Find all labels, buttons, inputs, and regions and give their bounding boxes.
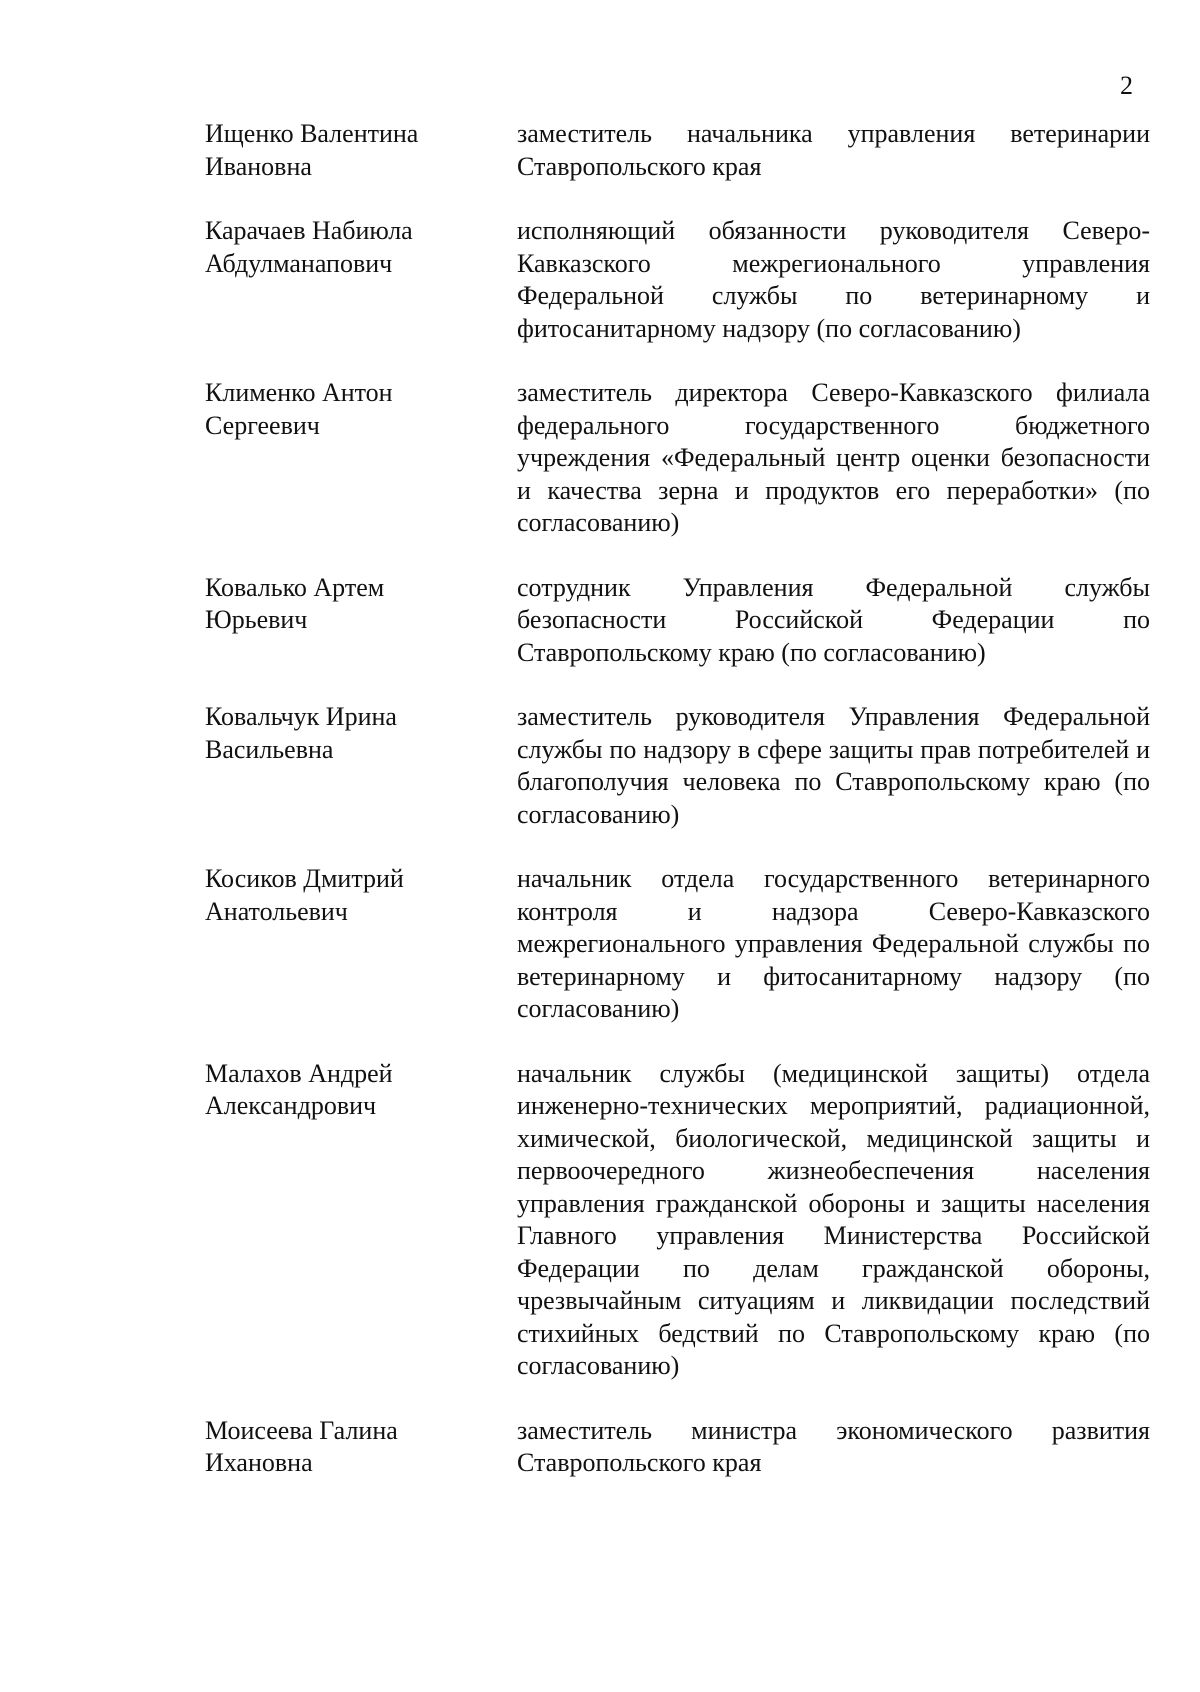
member-row <box>205 215 1155 345</box>
member-patronymic: Абдулманапович <box>205 248 393 278</box>
member-surname-name: Ковалько Артем <box>205 572 385 602</box>
member-name <box>205 1058 517 1123</box>
member-position: сотрудник Управления Федеральной службы безопасности Российской Федерации по Ставропольскому краю (по согласованию) <box>517 572 1150 667</box>
member-patronymic: Ихановна <box>205 1448 313 1477</box>
member-name <box>205 572 517 637</box>
member-surname-name: Малахов Андрей <box>205 1058 393 1088</box>
member-surname-name: Ковальчук Ирина <box>205 702 397 731</box>
member-name <box>205 377 517 442</box>
member-name <box>205 701 517 766</box>
member-position: заместитель начальника управления ветеринарии Ставропольского края <box>517 119 1150 181</box>
page-number: 2 <box>1120 71 1133 100</box>
member-surname-name: Моисеева Галина <box>205 1415 398 1445</box>
member-patronymic: Сергеевич <box>205 410 320 440</box>
member-patronymic: Анатольевич <box>205 896 348 926</box>
member-patronymic: Александрович <box>205 1091 377 1120</box>
member-row <box>205 377 1155 540</box>
member-position: начальник отдела государственного ветеринарного контроля и надзора Северо-Кавказского межрегионального управления Федеральной службы по ветеринарному и фитосанитарному надзору (по согласованию) <box>517 864 1150 1023</box>
member-list <box>205 118 1155 1512</box>
member-row <box>205 701 1155 831</box>
member-row <box>205 572 1155 670</box>
member-position: заместитель министра экономического развития Ставропольского края <box>517 1415 1150 1477</box>
member-row <box>205 118 1155 183</box>
member-surname-name: Ищенко Валентина <box>205 119 419 148</box>
member-row <box>205 1058 1155 1383</box>
member-surname-name: Клименко Антон <box>205 378 393 407</box>
member-position: заместитель руководителя Управления Федеральной службы по надзору в сфере защиты прав потребителей и благополучия человека по Ставропольскому краю (по согласованию) <box>517 702 1150 829</box>
member-position: заместитель директора Северо-Кавказского филиала федерального государственного бюджетного учреждения «Федеральный центр оценки безопасности и качества зерна и продуктов его переработки» (по согласованию) <box>517 378 1150 537</box>
member-position: начальник службы (медицинской защиты) отдела инженерно-технических мероприятий, радиационной, химической, биологической, медицинской защиты и первоочередного жизнеобеспечения населения управления гражданской обороны и защиты населения Главного управления Министерства Российской Федерации по делам гражданской обороны, чрезвычайным ситуациям и ликвидации последствий стихийных бедствий по Ставропольскому краю (по согласованию) <box>517 1058 1150 1380</box>
member-position: исполняющий обязанности руководителя Северо-Кавказского межрегионального управления Федеральной службы по ветеринарному и фитосанитарному надзору (по согласованию) <box>517 216 1150 343</box>
member-row <box>205 863 1155 1026</box>
member-surname-name: Карачаев Набиюла <box>205 216 413 245</box>
member-row <box>205 1415 1155 1480</box>
member-name <box>205 215 517 280</box>
member-patronymic: Васильевна <box>205 734 334 764</box>
member-name <box>205 863 517 928</box>
member-patronymic: Юрьевич <box>205 605 308 634</box>
member-patronymic: Ивановна <box>205 151 312 181</box>
member-name <box>205 118 517 183</box>
member-name <box>205 1415 517 1480</box>
member-surname-name: Косиков Дмитрий <box>205 864 404 893</box>
